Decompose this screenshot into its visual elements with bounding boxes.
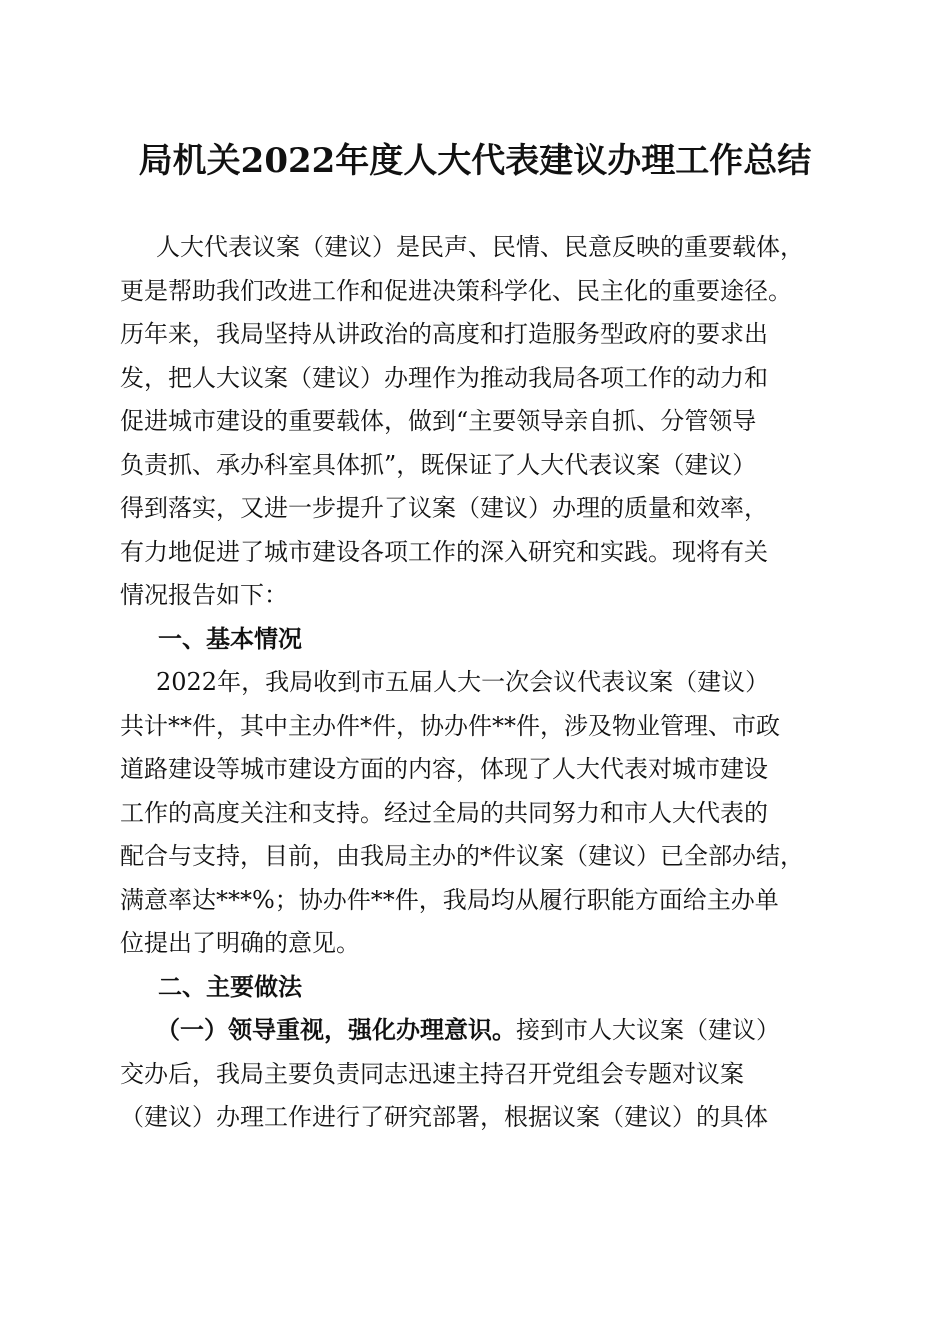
section-heading-practices: 二、主要做法: [158, 972, 302, 1001]
intro-line: 人大代表议案（建议）是民声、民情、民意反映的重要载体，: [156, 233, 804, 261]
section2-sub1-first-line: [120, 1009, 840, 1053]
section1-line: 满意率达***%；协办件**件，我局均从履行职能方面给主办单: [120, 885, 779, 914]
section1-line: 2022年，我局收到市五届人大一次会议代表议案（建议）: [156, 668, 770, 696]
intro-line: 有力地促进了城市建设各项工作的深入研究和实践。现将有关: [120, 537, 768, 566]
intro-line: 负责抓、承办科室具体抓”，既保证了人大代表议案（建议）: [120, 450, 757, 479]
intro-line: 更是帮助我们改进工作和促进决策科学化、民主化的重要途径。: [120, 276, 792, 305]
subsection-title: （一）领导重视，强化办理意识。: [156, 1016, 516, 1044]
section-heading-basic: 一、基本情况: [158, 624, 302, 653]
intro-line: 情况报告如下：: [120, 581, 288, 609]
section1-line: 位提出了明确的意见。: [120, 929, 360, 957]
section1-line: 道路建设等城市建设方面的内容，体现了人大代表对城市建设: [120, 755, 768, 783]
section1-line: 共计**件，其中主办件*件，协办件**件，涉及物业管理、市政: [120, 711, 780, 740]
section2-line: （建议）办理工作进行了研究部署，根据议案（建议）的具体: [120, 1103, 768, 1131]
section1-line: 工作的高度关注和支持。经过全局的共同努力和市人大代表的: [120, 798, 768, 827]
subsection-text: 接到市人大议案（建议）: [516, 1016, 780, 1044]
intro-line: 促进城市建设的重要载体，做到“主要领导亲自抓、分管领导: [120, 407, 757, 435]
intro-line: 得到落实，又进一步提升了议案（建议）办理的质量和效率，: [120, 494, 768, 522]
section2-line: 交办后，我局主要负责同志迅速主持召开党组会专题对议案: [120, 1059, 744, 1088]
intro-line: 发，把人大议案（建议）办理作为推动我局各项工作的动力和: [120, 363, 768, 392]
document-title: 局机关2022年度人大代表建议办理工作总结: [138, 141, 812, 181]
document-body: [120, 226, 840, 1140]
section1-line: 配合与支持，目前，由我局主办的*件议案（建议）已全部办结，: [120, 842, 804, 870]
intro-line: 历年来，我局坚持从讲政治的高度和打造服务型政府的要求出: [120, 320, 768, 348]
